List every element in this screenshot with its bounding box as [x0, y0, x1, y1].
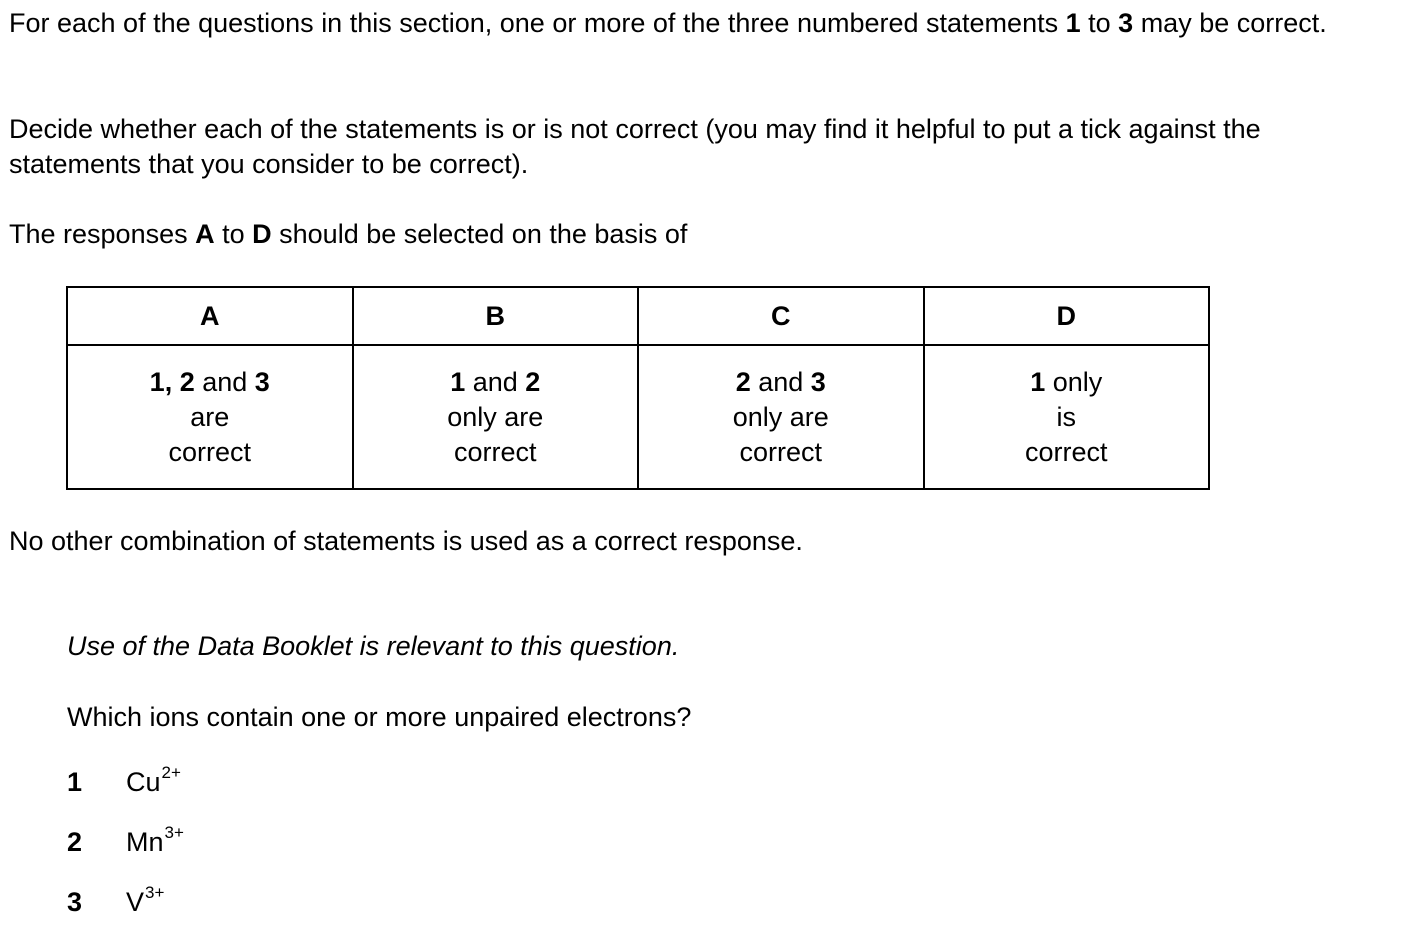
response-key-body-row — [67, 345, 1209, 489]
instruction-paragraph-3 — [9, 217, 687, 252]
response-letter-d: D — [924, 287, 1210, 345]
cell-text: is — [1056, 401, 1076, 432]
response-letter-bold: A — [195, 219, 215, 249]
response-meaning-b — [353, 345, 639, 489]
cell-text: and — [750, 366, 811, 397]
ion-symbol: V — [126, 887, 145, 917]
response-letter-bold: D — [252, 219, 272, 249]
cell-text: correct — [168, 436, 252, 467]
cell-text: are — [190, 401, 230, 432]
ion-symbol: Cu — [126, 767, 161, 797]
instruction-text: For each of the questions in this section, one or more of the three numbered statements — [9, 8, 1066, 38]
ion-charge: 2+ — [161, 763, 181, 782]
instruction-paragraph-4: No other combination of statements is used as a correct response. — [9, 526, 803, 556]
cell-text: correct — [1024, 436, 1108, 467]
statement-numbers: 2 — [735, 366, 751, 397]
data-booklet-note: Use of the Data Booklet is relevant to this question. — [67, 631, 680, 661]
statement-numbers: 1 — [1030, 366, 1046, 397]
response-meaning-c — [638, 345, 924, 489]
statement-number: 2 — [67, 827, 83, 857]
instruction-text: to — [1080, 8, 1119, 38]
statement-number-bold: 3 — [1118, 8, 1134, 38]
statement-numbers: 1 — [450, 366, 466, 397]
question-stem: Which ions contain one or more unpaired electrons? — [67, 702, 692, 732]
ion-charge: 3+ — [164, 823, 184, 842]
response-letter-a: A — [67, 287, 353, 345]
statement-number: 3 — [67, 887, 83, 917]
statement-numbers: 2 — [525, 366, 541, 397]
cell-text: only are — [447, 401, 544, 432]
response-meaning-d — [924, 345, 1210, 489]
statement-number-bold: 1 — [1065, 8, 1081, 38]
instruction-paragraph-1 — [9, 6, 1389, 41]
statement-numbers: 1, 2 — [149, 366, 195, 397]
instruction-text: should be selected on the basis of — [271, 219, 688, 249]
cell-text: and — [465, 366, 526, 397]
cell-text: only are — [732, 401, 829, 432]
cell-text: and — [194, 366, 255, 397]
response-key-header-row — [67, 287, 1209, 345]
ion-symbol: Mn — [126, 827, 164, 857]
response-letter-b: B — [353, 287, 639, 345]
cell-text: correct — [453, 436, 537, 467]
ion-formula — [126, 825, 184, 860]
instruction-paragraph-2: Decide whether each of the statements is or is not correct (you may find it helpful to put a tick against the statements that you consider to be correct). — [9, 114, 1261, 179]
statement-numbers: 3 — [810, 366, 826, 397]
response-key-table — [66, 286, 1210, 490]
instruction-text: may be correct. — [1133, 8, 1327, 38]
cell-text: correct — [739, 436, 823, 467]
cell-text: only — [1045, 366, 1103, 397]
instruction-text: The responses — [9, 219, 196, 249]
instruction-text: to — [214, 219, 253, 249]
statement-number: 1 — [67, 767, 83, 797]
statement-numbers: 3 — [254, 366, 270, 397]
ion-charge: 3+ — [145, 883, 165, 902]
ion-formula — [126, 885, 164, 920]
ion-formula — [126, 765, 181, 800]
response-letter-c: C — [638, 287, 924, 345]
response-meaning-a — [67, 345, 353, 489]
